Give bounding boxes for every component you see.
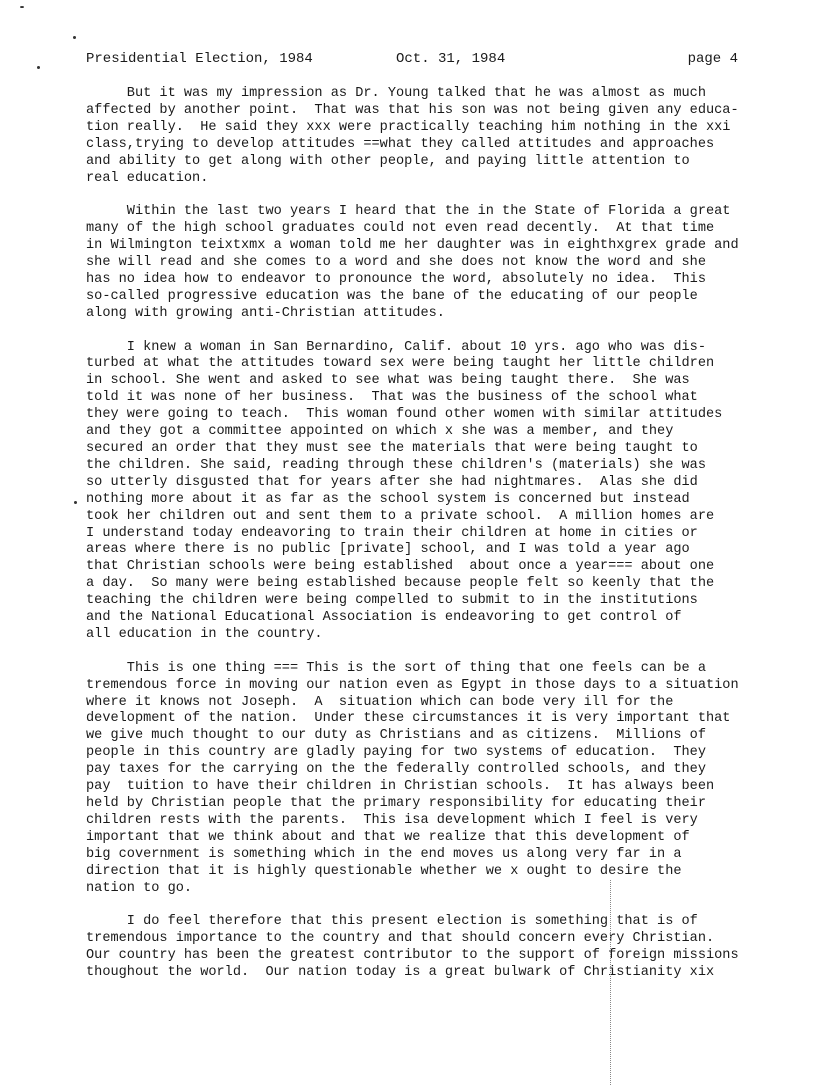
paragraph-2: Within the last two years I heard that the in the State of Florida a great many of the high school graduates could not even read decently. At that time in Wilmington teixtxmx a woman told me her daughter was in eighthxgrex grade and she will read and she comes to a word and she does not know the word and she has no idea how to endeavor to pronounce the word, absolutely no idea. This so-called progressive education was the bane of the educating of our people along with growing anti-Christian attitudes. (86, 204, 739, 321)
scan-speck (20, 6, 24, 8)
paragraph-5: I do feel therefore that this present election is something that is of tremendous importance to the country and that should concern every Christian. Our country has been the greatest contributor to the support of foreign missions thoughout the world. Our nation today is a great bulwark of Christianity xix (86, 914, 739, 981)
header-page-number: page 4 (687, 51, 738, 67)
header-date: Oct. 31, 1984 (396, 51, 506, 67)
paragraph-1: But it was my impression as Dr. Young talked that he was almost as much affected by another point. That was that his son was not being given any educa- tion really. He said they xxx were practically teaching him nothing in the xxi class,trying to develop attitudes ==what they called attitudes and approaches and ability to get along with other people, and paying little attention to real education. (86, 86, 739, 186)
scan-fold-line (610, 880, 611, 1085)
scan-speck (73, 36, 76, 39)
header-title: Presidential Election, 1984 (86, 51, 313, 67)
paragraph-3: I knew a woman in San Bernardino, Calif. about 10 yrs. ago who was dis- turbed at what the attitudes toward sex were being taught her little children in school. She went and asked to see what was being taught there. She was told it was none of her business. That was the business of the school what they were going to teach. This woman found other women with similar attitudes and they got a committee appointed on which x she was a member, and they secured an order that they must see the materials that were being taught to the children. She said, reading through these children's (materials) she was so utterly disgusted that for years after she had nightmares. Alas she did nothing more about it as far as the school system is concerned but instead took her children out and sent them to a private school. A million homes are I understand today endeavoring to train their children at home in cities or areas where there is no public [private] school, and I was told a year ago that Christian schools were being established about once a year=== about one a day. So many were being established because people felt so keenly that the teaching the children were being compelled to submit to in the institutions and the National Educational Association is endeavoring to get control of all education in the country. (86, 339, 723, 642)
scan-speck (37, 66, 40, 69)
document-body (86, 86, 766, 999)
page-header (86, 51, 738, 69)
scan-speck (74, 501, 77, 504)
paragraph-4: This is one thing === This is the sort of thing that one feels can be a tremendous force in moving our nation even as Egypt in those days to a situation where it knows not Joseph. A situation which can bode very ill for the development of the nation. Under these circumstances it is very important that we give much thought to our duty as Christians and as citizens. Millions of people in this country are gladly paying for two systems of education. They pay taxes for the carrying on the the federally controlled schools, and they pay tuition to have their children in Christian schools. It has always been held by Christian people that the primary responsibility for educating their children rests with the parents. This isa development which I feel is very important that we think about and that we realize that this development of big covernment is something which in the end moves us along very far in a direction that it is highly questionable whether we x ought to desire the nation to go. (86, 660, 739, 896)
